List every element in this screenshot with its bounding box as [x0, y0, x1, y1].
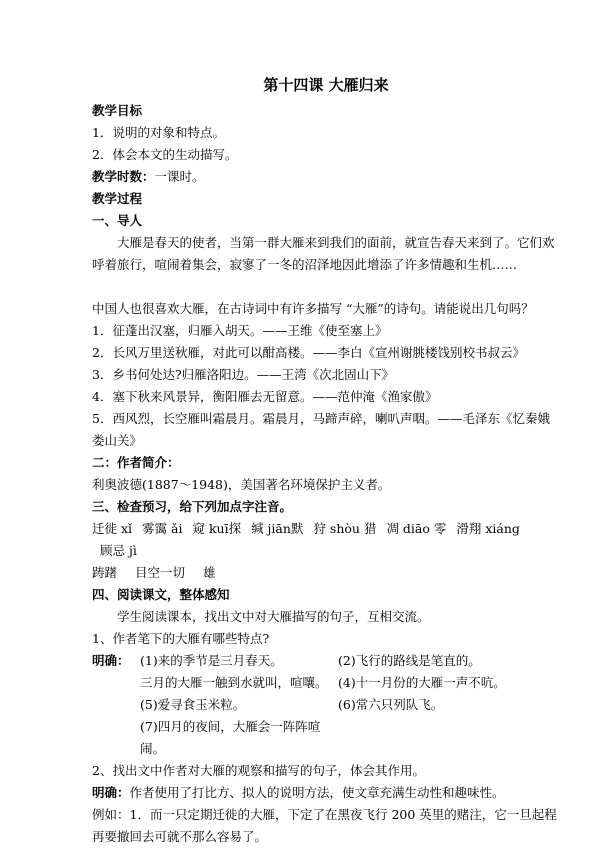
preview-heading: 三、检查预习，给下列加点字注音。 [92, 499, 293, 514]
time-value: 一课时。 [154, 169, 205, 184]
example-text: 1．而一只定期迁徙的大雁，下定了在黑夜飞行 200 英里的赌注，它一旦起程再要撤回去可就不那么容易了。 [92, 807, 557, 844]
phonetic-item: 滑翔 xiáng [456, 521, 520, 536]
phonetic-item: 迁徙 xǐ [92, 521, 133, 536]
blank-line [92, 276, 560, 298]
intro-heading: 一、导人 [92, 213, 143, 228]
intro-paragraph: 大雁是春天的使者，当第一群大雁来到我们的面前，就宣告春天来到了。它们欢呼着旅行，喧闹着集会，寂寥了一冬的沼泽地因此增添了许多情趣和生机…… [92, 235, 555, 272]
poem-line: 5．西风烈，长空雁叫霜晨月。霜晨月，马蹄声碎，喇叭声咽。——毛泽东《忆秦娥娄山关》 [92, 411, 550, 448]
goal-item: 1．说明的对象和特点。 [92, 125, 225, 140]
feature-item [338, 716, 538, 760]
phonetic-item: 顾忌 jì [100, 543, 137, 558]
goals-heading: 教学目标 [92, 103, 143, 118]
reading-heading: 四、阅读课文，整体感知 [92, 587, 230, 602]
phonetic-item: 雾霭 ǎi [142, 521, 183, 536]
feature-item: (2)飞行的路线是笔直的。 [338, 653, 481, 668]
feature-item: (6)常六只列队飞。 [338, 697, 444, 712]
word-row [92, 562, 560, 584]
phonetic-item: 狩 shòu 猎 [313, 521, 377, 536]
feature-item: (7)四月的夜间，大雁会一阵阵喧闹。 [140, 719, 321, 756]
question-1: 1、作者笔下的大雁有哪些特点? [92, 631, 270, 646]
word-item: 踌躇 [92, 565, 118, 580]
time-label: 教学时数： [92, 169, 155, 184]
feature-item: (1)来的季节是三月春天。 [140, 653, 283, 668]
feature-item: (5)爱寻食玉米粒。 [140, 697, 246, 712]
phonetic-item: 窥 kuī探 [192, 521, 242, 536]
phonetic-row [92, 518, 560, 540]
process-heading: 教学过程 [92, 191, 143, 206]
answer-label: 明确： [92, 785, 130, 800]
time-line [92, 166, 560, 188]
intro-question: 中国人也很喜欢大雁，在古诗词中有许多描写 “大雁”的诗句。请能说出几句吗？ [92, 301, 534, 316]
feature-item: 三月的大雁一触到水就叫，喧嚷。 [140, 675, 328, 690]
word-item: 雄 [203, 565, 216, 580]
word-item: 目空一切 [135, 565, 186, 580]
poem-line: 1．征蓬出汉塞，归雁入胡天。——王维《使至塞上》 [92, 323, 388, 338]
answer-2 [92, 782, 560, 804]
phonetic-item: 凋 diāo 零 [386, 521, 447, 536]
example-label: 例如： [92, 807, 130, 822]
answer-text: 作者使用了打比方、拟人的说明方法，使文章充满生动性和趣味性。 [129, 785, 505, 800]
feature-item: (4)十一月份的大雁一声不吭。 [338, 675, 506, 690]
poem-line: 4．塞下秋来风景异，衡阳雁去无留意。——范仲淹《渔家傲》 [92, 389, 438, 404]
features-table [92, 650, 560, 760]
lesson-title: 第十四课 大雁归来 [263, 76, 389, 94]
author-heading: 二：作者简介： [92, 455, 180, 470]
goal-item: 2．体会本文的生动描写。 [92, 147, 238, 162]
poem-line: 2．长风万里送秋雁，对此可以酣高楼。——李白《宣州谢朓楼饯别校书叔云》 [92, 345, 525, 360]
question-2: 2、找出文中作者对大雁的观察和描写的句子，体会其作用。 [92, 763, 425, 778]
poem-line: 3．乡书何处达?归雁洛阳边。——王湾《次北固山下》 [92, 367, 395, 382]
example [92, 804, 560, 848]
phonetic-item: 缄 jiān默 [251, 521, 304, 536]
author-text: 利奥波德(1887～1948)，美国著名环境保护主义者。 [92, 477, 391, 492]
reading-paragraph: 学生阅读课本，找出文中对大雁描写的句子，互相交流。 [117, 609, 430, 624]
answer-label: 明确： [92, 653, 130, 668]
